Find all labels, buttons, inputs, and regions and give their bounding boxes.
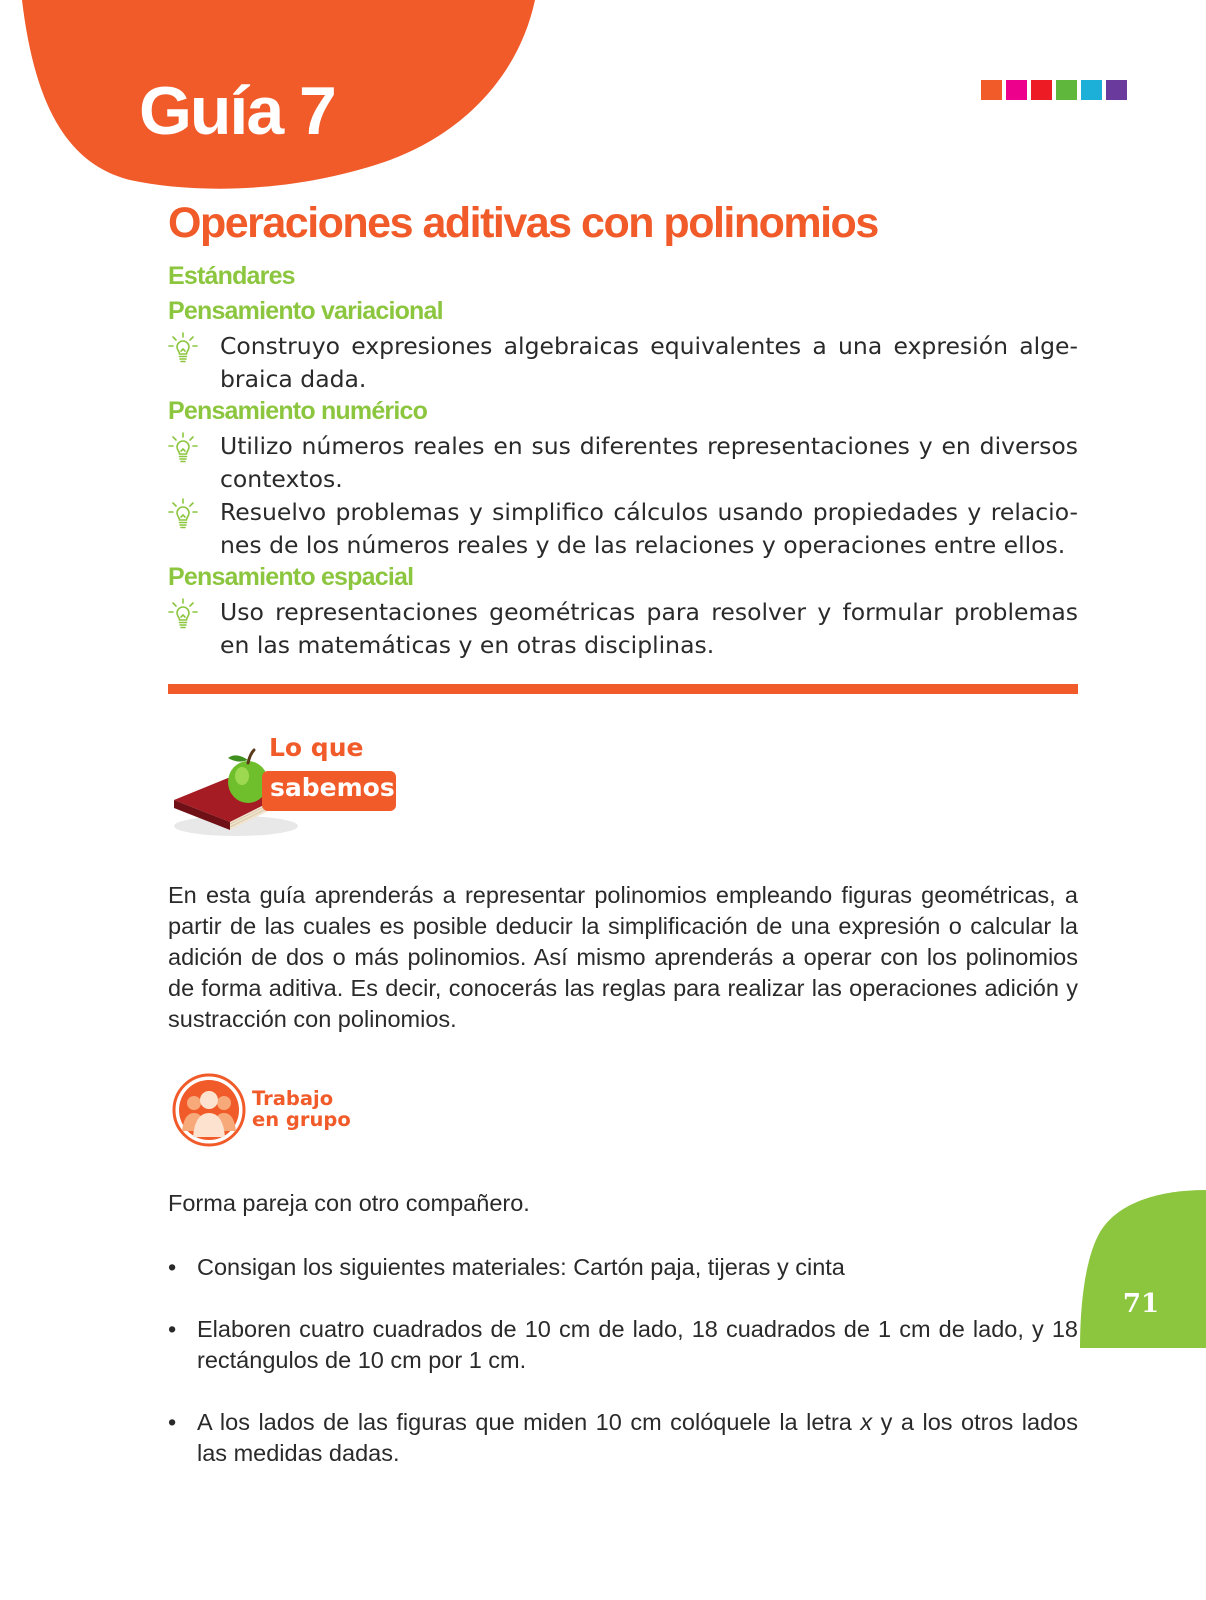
group-instruction: Forma pareja con otro compañero.: [168, 1190, 530, 1216]
color-square: [1081, 80, 1102, 100]
standards-group-heading: Pensamiento variacional: [168, 297, 443, 325]
color-square: [1006, 80, 1027, 100]
standard-text: Construyo expresiones algebraicas equivalentes a una expresión alge-braica dada.: [220, 332, 1078, 393]
lightbulb-icon: [168, 598, 198, 630]
group-work-label: [252, 1088, 351, 1130]
standard-item: [168, 430, 1078, 496]
list-item: • Consigan los siguientes materiales: Cartón paja, tijeras y cinta: [168, 1252, 1078, 1283]
standard-text: Utilizo números reales en sus diferentes representaciones y en diversos contextos.: [220, 432, 1078, 493]
list-item-text: y a los otros lados las medidas dadas.: [197, 1409, 1078, 1466]
standard-item: [168, 330, 1078, 396]
page-number: 71: [1122, 1289, 1160, 1319]
standards-group-heading: Pensamiento numérico: [168, 397, 428, 425]
list-item: [168, 1407, 1078, 1469]
color-square: [1031, 80, 1052, 100]
page-number-tab: [1080, 1190, 1206, 1348]
lightbulb-icon: [168, 432, 198, 464]
lesson-title: Operaciones aditivas con polinomios: [168, 199, 878, 247]
group-work-label-line2: en grupo: [252, 1108, 351, 1131]
intro-paragraph: En esta guía aprenderás a representar polinomios empleando figuras geométricas, a partir de las cuales es posible deducir la simplificación de una expresión o calcular la adición de dos o más polinomios. Así mismo aprenderás a operar con los polinomios de forma aditiva. Es decir, conocerás las reglas para realizar las operaciones adición y sustracción con polinomios.: [168, 882, 1078, 1032]
color-square: [981, 80, 1002, 100]
list-item-text: A los lados de las figuras que miden 10 cm colóquele la letra: [197, 1409, 861, 1435]
lightbulb-icon: [168, 332, 198, 364]
lo-que-sabemos-subtitle: sabemos: [270, 773, 395, 802]
lightbulb-icon: [168, 498, 198, 530]
standard-item: [168, 496, 1078, 562]
color-square: [1056, 80, 1077, 100]
standards-heading: Estándares: [168, 262, 295, 290]
color-square: [1106, 80, 1127, 100]
section-divider: [168, 684, 1078, 694]
list-item: • Elaboren cuatro cuadrados de 10 cm de lado, 18 cuadrados de 1 cm de lado, y 18 rectángulos de 10 cm por 1 cm.: [168, 1314, 1078, 1376]
standards-group-heading: Pensamiento espacial: [168, 563, 414, 591]
color-strip: [981, 80, 1127, 100]
standard-text: Uso representaciones geométricas para resolver y formular problemas en las matemáticas y en otras disciplinas.: [220, 598, 1078, 659]
lo-que-sabemos-title: Lo que: [269, 733, 364, 762]
variable-x: x: [860, 1409, 873, 1435]
group-work-label-line1: Trabajo: [252, 1087, 334, 1110]
standard-text: Resuelvo problemas y simplifico cálculos usando propiedades y relacio-nes de los números reales y de las relaciones y operaciones entre ellos.: [220, 498, 1078, 559]
standard-item: [168, 596, 1078, 662]
guide-label: Guía 7: [139, 73, 335, 149]
group-work-icon: [172, 1073, 246, 1147]
steps-list: [168, 1252, 1078, 1500]
